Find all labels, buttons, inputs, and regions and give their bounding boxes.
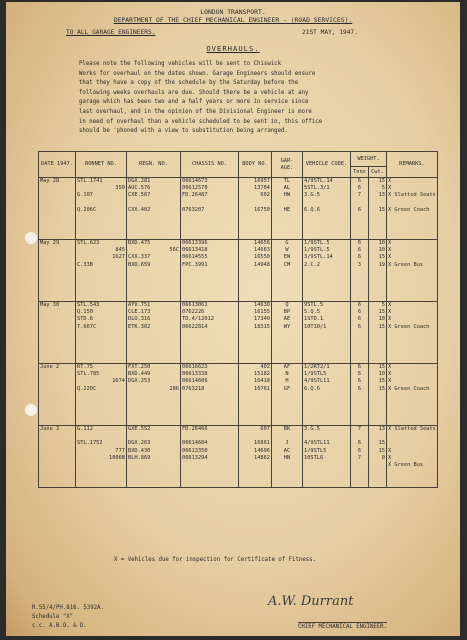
code-value: 10T10/1 [304,323,327,330]
code-value: 1STD.1 [304,316,324,323]
schedule-label: Schedule "X" [32,614,74,620]
intro-paragraph [79,60,419,137]
code-value: 9STL.5 [304,302,324,308]
cell-bonnet [76,178,127,240]
regn-value: DGX.253 [128,378,151,385]
chassis-value: 06614684 [182,440,208,447]
bonnet-value: 350 [115,185,125,192]
remark-value: X [388,302,392,308]
cwt-value: 0 [381,454,385,461]
regn-value: DGX.263 [128,440,151,447]
cwt-value: 15 [378,440,385,447]
header-body: BODY NO. [239,152,272,178]
cell-code [303,302,351,364]
code-value [304,200,349,207]
code-value: 1/2RT2/1 [304,364,330,370]
date-value: June 3 [40,426,60,432]
intro-line: last overhaul, and in the opinion of the Divisional Engineer is more [79,108,312,115]
cell-garage [272,240,303,302]
tons-value: 6 [357,178,362,184]
cell-chassis [181,302,239,364]
header-garage: GAR- AGE. [272,152,303,178]
remark-value: X [388,447,392,454]
chassis-value: FD.26487 [182,192,208,199]
regn-value: CXX.402 [128,206,151,213]
cell-body [239,240,272,302]
cwt-value [370,433,385,440]
header-remarks: REMARKS. [387,152,438,178]
garage-value: W [285,247,289,254]
cell-remarks [387,364,438,426]
tons-value: 6 [357,240,362,246]
cell-bonnet [76,240,127,302]
cell-bonnet [76,426,127,488]
cwt-value: 15 [378,447,385,454]
cell-chassis [181,240,239,302]
cwt-value: 15 [378,254,385,261]
header-cwt: Cwt. [371,169,384,175]
cwt-value: 13 [378,192,385,199]
code-value: 1/9STL.5 [304,247,330,254]
regn-value: BXD.449 [128,371,151,378]
body-value: 16957 [254,178,270,184]
garage-value: TL [283,178,291,184]
regn-value: CLE.173 [128,309,151,316]
bonnet-value [77,200,125,207]
body-value: 14656 [254,240,270,246]
tons-value: 6 [357,302,362,308]
department-heading: DEPARTMENT OF THE CHIEF MECHANICAL ENGINEER - (ROAD SERVICES). [113,16,353,24]
chassis-value: 06613396 [182,240,208,246]
regn-value: FXT.250 [128,364,151,370]
cell-chassis [181,364,239,426]
tons-value [352,433,367,440]
code-value: 1/9STL.5 [304,240,330,246]
garage-value: EW [283,254,291,261]
cell-tons [351,426,369,488]
code-value: 6.Q.6 [304,385,320,392]
tons-value: 3 [357,261,362,268]
cwt-value: 15 [378,385,385,392]
remark-value: X Slatted Seats [388,426,436,432]
bonnet-value: Q.220C [77,385,97,392]
garage-value: AC [283,447,291,454]
remark-value: X [388,454,392,461]
garage-value: CM [283,261,291,268]
cell-cwt [369,178,387,240]
bonnet-value: STL.623 [77,240,100,246]
body-value [240,433,270,440]
table-row [39,364,438,426]
cell-garage [272,364,303,426]
regn-value: BXD.430 [128,447,151,454]
bonnet-value: Q.206C [77,206,97,213]
garage-value: WY [283,323,291,330]
date-value: May 30 [40,302,60,308]
remark-value: X [388,178,392,184]
regn-value: AUC.576 [128,185,151,192]
cell-chassis [181,178,239,240]
garage-value: HW [283,192,291,199]
regn-value: CXE.567 [128,192,151,199]
punch-hole-top [25,232,37,244]
bonnet-value: STL.1752 [77,440,103,447]
carbon-copy: c.c. A.B.O. & D. [32,623,87,629]
body-value: 16750 [254,206,270,213]
cell-regn [127,178,181,240]
remark-value: X Green Coach [388,323,430,330]
cell-cwt [369,240,387,302]
memo-date: 21ST MAY, 1947. [302,29,358,36]
regn-value: BLH.869 [128,454,151,461]
cwt-value: 15 [378,378,385,385]
garage-value: G [285,240,289,246]
tons-value: 6 [357,440,362,447]
cell-date [39,364,76,426]
body-value: 14862 [254,454,270,461]
date-value: May 29 [40,240,60,246]
chassis-value: 06613061 [182,302,208,308]
body-value: 14663 [254,247,270,254]
chassis-value: 0763207 [182,206,205,213]
body-value: 16761 [254,385,270,392]
table-row [39,426,438,488]
body-value: 15182 [254,371,270,378]
cell-date [39,178,76,240]
punch-hole-bottom [25,404,37,416]
cell-remarks [387,302,438,364]
date-value: May 28 [40,178,60,184]
regn-value: CXX.337 [128,254,151,261]
tons-value: 6 [357,378,362,385]
chassis-value: 06622814 [182,323,208,330]
header-date: DATE 1947. [39,152,76,178]
chassis-value [182,200,237,207]
cwt-value: 15 [378,323,385,330]
cwt-value: 5 [381,185,385,192]
header-weight-label: WEIGHT. [357,156,380,162]
regn-value: DGX.281 [128,178,151,184]
garage-value [273,200,301,207]
tons-value: 6 [357,364,362,370]
body-value: 18315 [254,323,270,330]
cell-cwt [369,426,387,488]
cell-regn [127,364,181,426]
tons-value: 6 [357,254,362,261]
remark-value: X [388,240,392,246]
remark-value: X Green Coach [388,385,430,392]
header-regn: REGN. NO. [127,152,181,178]
cell-date [39,426,76,488]
remark-value: X Slatted Seats [388,192,436,199]
bonnet-value: 845 [115,247,125,254]
remark-value: X [388,378,392,385]
remark-value: X Green Coach [388,206,430,213]
cell-date [39,240,76,302]
code-value: 1/9STL5 [304,447,327,454]
cwt-value: 15 [378,309,385,316]
body-value: 602 [260,192,270,199]
reference-number: R.55/4/PH.816. 5392A. [32,605,104,611]
garage-value: AL [283,185,291,192]
bonnet-value [77,433,125,440]
bonnet-value: STD.6 [77,316,93,323]
chassis-value: 0763218 [182,385,205,392]
cell-body [239,426,272,488]
body-value: 16155 [254,309,270,316]
intro-line: Works for overhaul on the dates shown. Garage Engineers should ensure [79,70,316,77]
bonnet-value: 1674 [112,378,125,385]
cwt-value: 15 [378,178,385,184]
garage-value [273,433,301,440]
cell-remarks [387,240,438,302]
code-value: 3/9STL.14 [304,254,333,261]
cell-chassis [181,426,239,488]
bonnet-value: Q.150 [77,309,93,316]
table-row [39,240,438,302]
regn-value: 286 [169,385,179,392]
garage-value: AF [283,364,291,370]
code-value: 4/9STL11 [304,440,330,447]
table-header-row [39,152,438,178]
code-value: 5.Q.5 [304,309,320,316]
cwt-value: 10 [378,371,385,378]
regn-value: DLU.316 [128,316,151,323]
cell-code [303,426,351,488]
intro-line: in need of overhaul than a vehicle scheduled to be sent in, this office [79,118,323,125]
chassis-value: 06614555 [182,254,208,261]
intro-line: should be 'phoned with a view to substitution being arranged. [79,128,288,135]
body-value: 14630 [254,302,270,308]
bonnet-value: G.107 [77,192,93,199]
cell-tons [351,302,369,364]
document-page [6,2,460,636]
cell-code [303,364,351,426]
garage-value: HE [283,206,291,213]
cwt-value: 10 [378,240,385,246]
remark-value: X [388,364,392,370]
tons-value: 6 [357,385,362,392]
regn-value [128,433,179,440]
header-bonnet: BONNET NO. [76,152,127,178]
chassis-value: 06613294 [182,454,208,461]
code-value: 6.Q.6 [304,206,320,213]
org-name: LONDON TRANSPORT. [200,8,266,16]
cwt-value: 15 [378,206,385,213]
body-value: 14948 [254,261,270,268]
bonnet-value: 1627 [112,254,125,261]
cell-regn [127,240,181,302]
chassis-value: 06613350 [182,447,208,454]
cell-code [303,240,351,302]
bonnet-value: 777 [115,447,125,454]
chassis-value: FPC.3991 [182,261,208,268]
tons-value: 6 [357,323,362,330]
tons-value: 6 [357,371,362,378]
remark-value: X [388,316,392,323]
garage-value: H [285,378,289,385]
cell-bonnet [76,364,127,426]
chassis-value: 06612570 [182,185,208,192]
garage-value: GF [283,385,291,392]
cell-code [303,178,351,240]
regn-value: 56C [169,247,179,254]
cell-cwt [369,302,387,364]
cwt-value: 15 [378,364,385,370]
cwt-value: 19 [378,261,385,268]
header-chassis: CHASSIS NO. [181,152,239,178]
chassis-value: 06613418 [182,247,208,254]
intro-line: garage which has been two and a half years or more in service since [79,99,309,106]
date-value: June 2 [40,364,60,370]
chassis-value: 06613338 [182,371,208,378]
header-weight [351,152,387,178]
cell-body [239,364,272,426]
regn-value: GXE.552 [128,426,151,432]
cell-regn [127,426,181,488]
bonnet-value: 1006B [109,454,125,461]
cell-remarks [387,178,438,240]
cell-tons [351,364,369,426]
regn-value: AYV.751 [128,302,151,308]
tons-value: 6 [357,185,362,192]
chassis-value: 06614606 [182,378,208,385]
code-value: 4/9STL11 [304,378,330,385]
code-value [304,433,349,440]
body-value [240,200,270,207]
regn-value: BXD.475 [128,240,151,246]
body-value: 607 [260,426,270,432]
code-value: 3.G.5 [304,192,320,199]
garage-value: BK [283,426,291,432]
footnote: X = Vehicles due for inspection for Certificate of Fitness. [114,557,317,563]
code-value: 4/9STL.14 [304,178,333,184]
chassis-value [182,433,237,440]
header-tons: Tons [351,167,369,177]
cell-cwt [369,364,387,426]
tons-value: 6 [357,309,362,316]
signatory-title: CHIEF MECHANICAL ENGINEER. [298,624,388,630]
tons-value: 7 [357,192,362,199]
regn-value: ETK.302 [128,323,151,330]
remark-value: X [388,247,392,254]
cell-garage [272,302,303,364]
body-value: 13704 [254,185,270,192]
bonnet-value: STL.543 [77,302,100,308]
tons-value: 6 [357,247,362,254]
regn-value [128,200,179,207]
addressee: TO ALL GARAGE ENGINEERS. [66,29,156,36]
garage-value: AE [283,316,291,323]
remark-value: X [388,371,392,378]
remark-value: X [388,309,392,316]
cwt-value: 5 [381,302,385,308]
body-value: 17340 [254,316,270,323]
bonnet-value: C.33B [77,261,93,268]
chassis-value: 0762226 [182,309,205,316]
bonnet-value: STL.1741 [77,178,103,184]
body-value: 16550 [254,254,270,261]
bonnet-value: G.112 [77,426,93,432]
cwt-value: 13 [378,426,385,432]
bonnet-value: T.667C [77,323,97,330]
remark-value: X [388,254,392,261]
cell-regn [127,302,181,364]
overhaul-schedule-table [38,151,438,488]
header-code: VEHICLE CODE. [303,152,351,178]
body-value: 402 [260,364,270,370]
tons-value: 7 [357,426,362,432]
cell-tons [351,240,369,302]
cwt-value [370,200,385,207]
code-value: 10STL6 [304,454,324,461]
cell-garage [272,426,303,488]
cell-body [239,302,272,364]
regn-value: BXD.659 [128,261,151,268]
cell-bonnet [76,302,127,364]
remark-value: X [388,185,392,192]
cell-garage [272,178,303,240]
body-value: 16418 [254,378,270,385]
intro-line: following weeks overhauls are due. Should there be a vehicle at any [79,89,309,96]
tons-value: 7 [357,454,362,461]
cell-remarks [387,426,438,488]
code-value: 1/9STL5 [304,371,327,378]
garage-value: Q [285,302,289,308]
memo-subject: OVERHAULS. [206,44,260,53]
tons-value: 6 [357,316,362,323]
code-value: 5STL.3/1 [304,185,330,192]
signature: A.W. Durrant [268,594,354,609]
body-value: 16861 [254,440,270,447]
table-row [39,302,438,364]
intro-line: Please note the following vehicles will be sent to Chiswick [79,61,282,67]
remark-value: X Green Bus [388,261,424,268]
cwt-value: 10 [378,247,385,254]
garage-value: BP [283,309,291,316]
garage-value: J [285,440,289,447]
tons-value [352,200,367,207]
chassis-value: 06614673 [182,178,208,184]
bonnet-value: STL.785 [77,371,100,378]
cell-tons [351,178,369,240]
chassis-value: 06616623 [182,364,208,370]
intro-line: that they have a copy of the schedule by the Saturday before the [79,80,299,87]
garage-value: N [285,371,289,378]
cell-body [239,178,272,240]
cell-date [39,302,76,364]
tons-value: 6 [357,447,362,454]
table-row [39,178,438,240]
body-value: 14696 [254,447,270,454]
remark-value: X Green Bus [388,461,424,468]
bonnet-value: RT.75 [77,364,93,370]
chassis-value: TD.4/12012 [182,316,214,323]
chassis-value: FD.26466 [182,426,208,432]
code-value: 3.G.5 [304,426,320,432]
garage-value: HN [283,454,291,461]
tons-value: 6 [357,206,362,213]
cwt-value: 10 [378,316,385,323]
code-value: 2.C.2 [304,261,320,268]
